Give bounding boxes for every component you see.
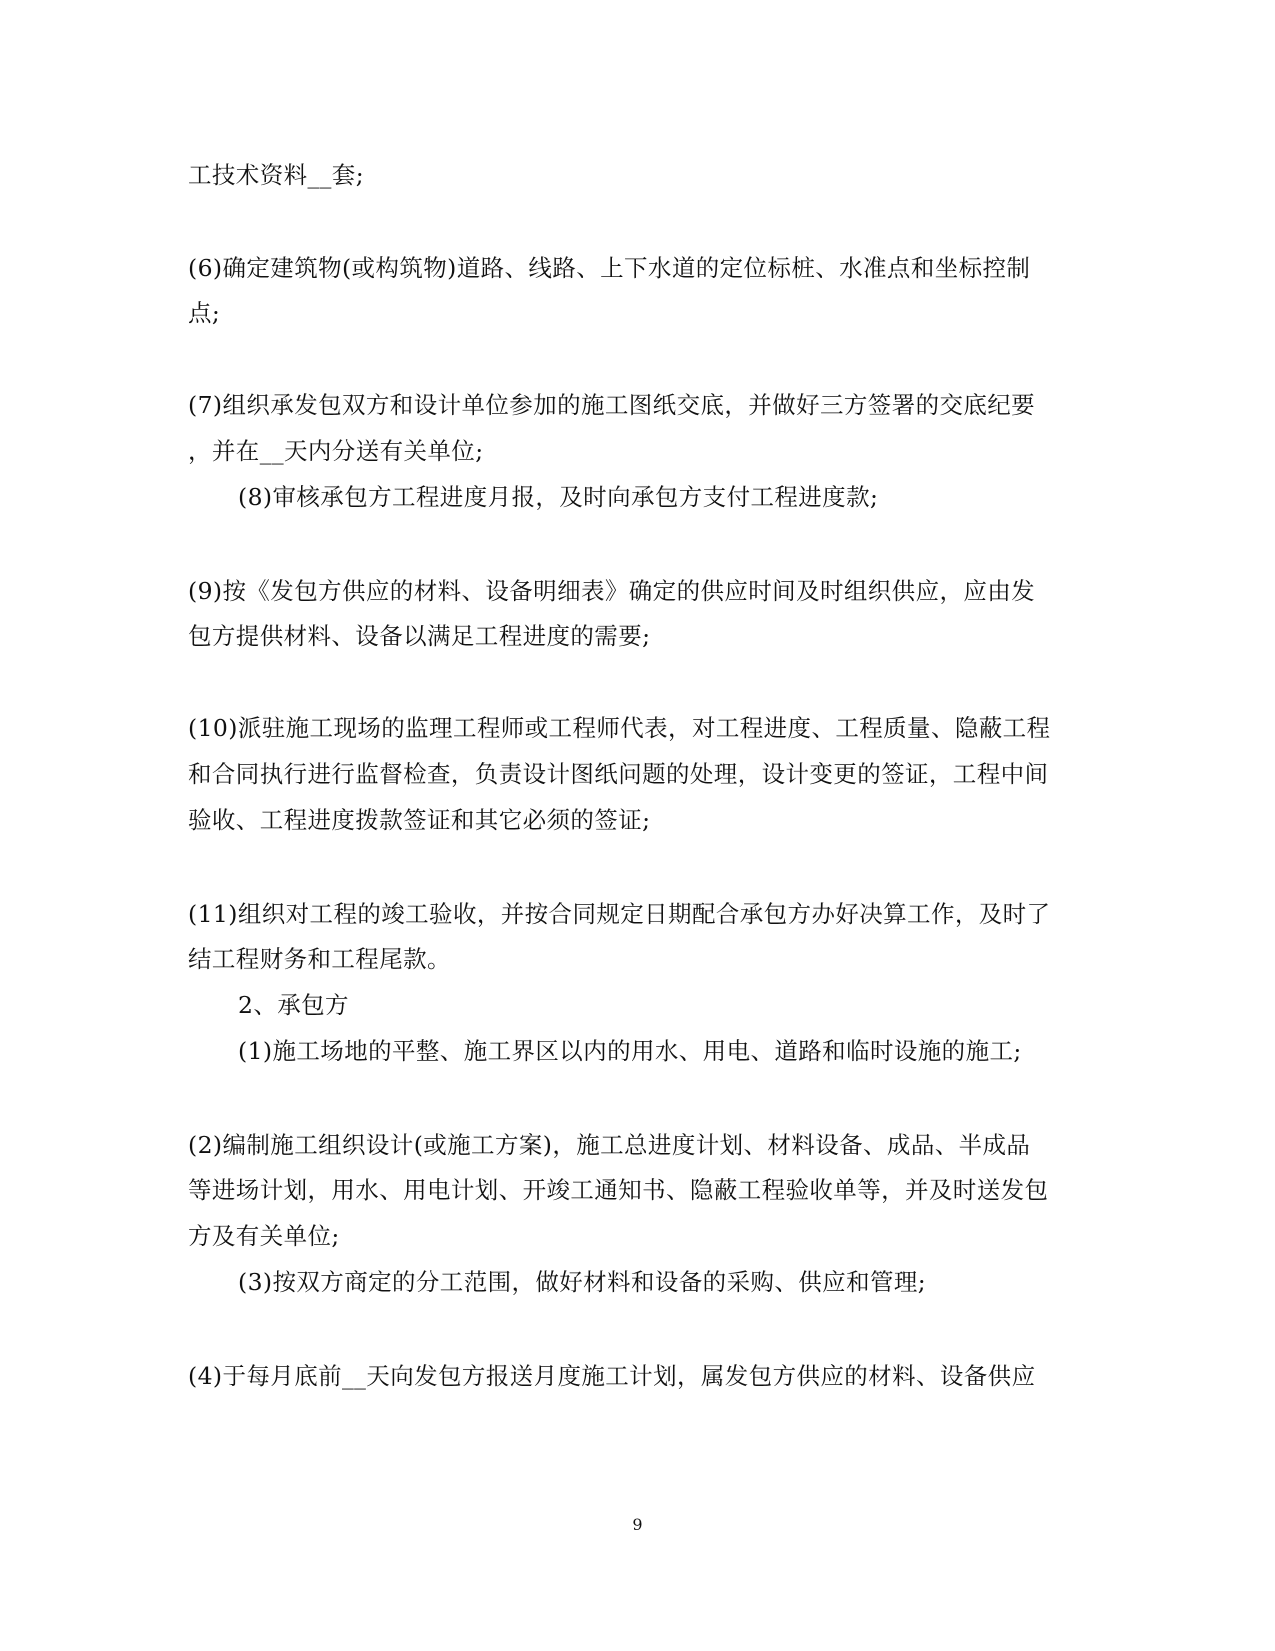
text-line: (3)按双方商定的分工范围，做好材料和设备的采购、供应和管理; — [238, 1268, 927, 1296]
text-line: 和合同执行进行监督检查，负责设计图纸问题的处理，设计变更的签证，工程中间 — [188, 760, 1049, 788]
section-heading: 2、承包方 — [238, 991, 349, 1019]
text-line: 方及有关单位; — [188, 1222, 340, 1250]
text-line: (11)组织对工程的竣工验收，并按合同规定日期配合承包方办好决算工作，及时了 — [188, 900, 1051, 928]
text-line: (4)于每月底前__天向发包方报送月度施工计划，属发包方供应的材料、设备供应 — [188, 1362, 1036, 1390]
text-line: (7)组织承发包双方和设计单位参加的施工图纸交底，并做好三方签署的交底纪要 — [188, 391, 1036, 419]
text-line: 工技术资料__套; — [188, 161, 365, 189]
text-line: (6)确定建筑物(或构筑物)道路、线路、上下水道的定位标桩、水准点和坐标控制 — [188, 254, 1031, 282]
text-line: 验收、工程进度拨款签证和其它必须的签证; — [188, 806, 651, 834]
text-line: 结工程财务和工程尾款。 — [188, 945, 451, 973]
text-line: (8)审核承包方工程进度月报，及时向承包方支付工程进度款; — [238, 483, 879, 511]
text-line: (9)按《发包方供应的材料、设备明细表》确定的供应时间及时组织供应，应由发 — [188, 577, 1036, 605]
text-line: 包方提供材料、设备以满足工程进度的需要; — [188, 622, 651, 650]
page-number: 9 — [632, 1515, 643, 1534]
text-line: ，并在__天内分送有关单位; — [188, 437, 484, 465]
text-line: (1)施工场地的平整、施工界区以内的用水、用电、道路和临时设施的施工; — [238, 1037, 1022, 1065]
text-line: 点; — [188, 299, 221, 327]
text-line: 等进场计划，用水、用电计划、开竣工通知书、隐蔽工程验收单等，并及时送发包 — [188, 1176, 1049, 1204]
text-line: (2)编制施工组织设计(或施工方案)，施工总进度计划、材料设备、成品、半成品 — [188, 1131, 1031, 1159]
text-line: (10)派驻施工现场的监理工程师或工程师代表，对工程进度、工程质量、隐蔽工程 — [188, 714, 1051, 742]
